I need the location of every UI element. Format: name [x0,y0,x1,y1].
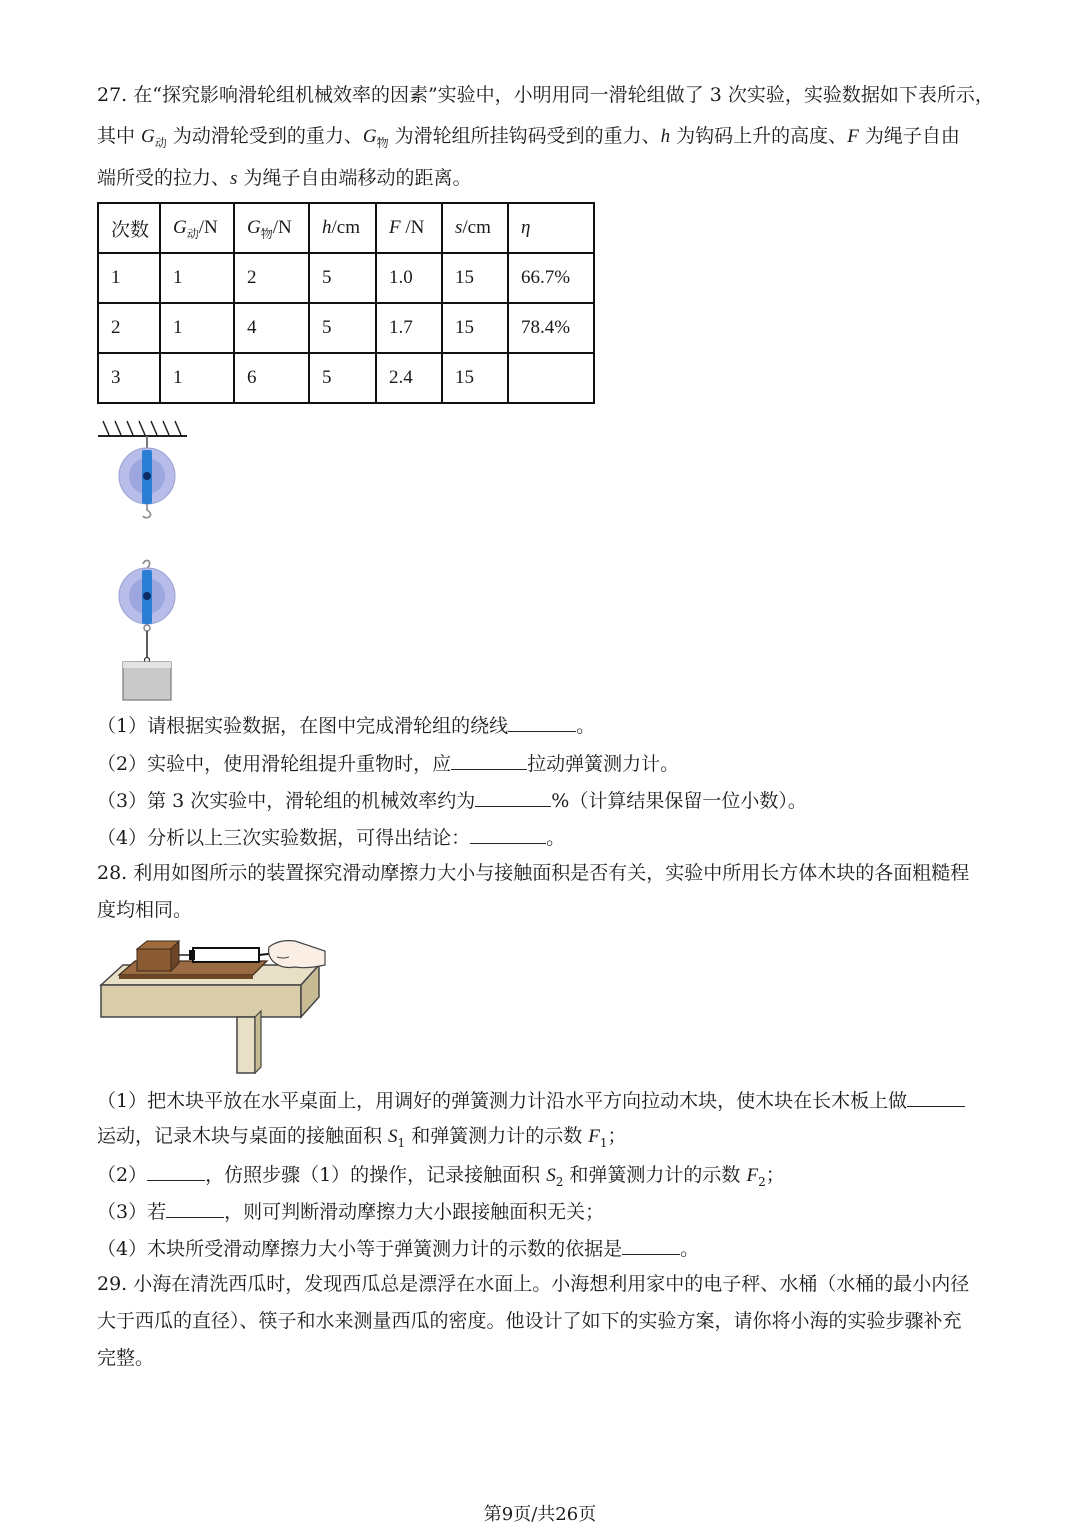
table-cell [508,353,594,403]
q29-line2: 大于西瓜的直径）、筷子和水来测量西瓜的密度。他设计了如下的实验方案，请你将小海的实验步骤补充 [97,1310,962,1332]
q27-intro2-c: 为滑轮组所挂钩码受到的重力、 [388,125,661,147]
q27-intro2-a: 其中 [97,125,142,147]
table-header-row [98,203,594,253]
s1-subscript: 1 [397,1136,406,1150]
q27-sub1-text: （1）请根据实验数据，在图中完成滑轮组的绕线 [97,715,509,737]
table [101,965,319,1073]
q28-step3 [97,1197,604,1225]
hand [269,941,325,968]
table-cell: 66.7% [508,253,594,303]
q27-intro2-e: 为绳子自由 [858,125,960,147]
f2-symbol: F [746,1165,759,1186]
s2-subscript: 2 [555,1175,564,1189]
q28-step1-text-c: 和弹簧测力计的示数 [405,1125,589,1147]
wooden-block [137,941,179,971]
q27-intro2-b: 为动滑轮受到的重力、 [166,125,363,147]
table-cell: 6 [234,353,309,403]
g-wu-symbol: G [362,126,377,147]
q27-sub2-text-b: 拉动弹簧测力计。 [527,753,680,775]
movable-pulley [119,560,175,662]
q27-intro-line2 [97,123,960,151]
f1-subscript: 1 [599,1136,608,1150]
q28-step4 [97,1234,699,1262]
q28-step2-text-d: ； [765,1164,785,1186]
q28-step1-line1 [97,1086,965,1114]
q27-intro-line3 [97,165,471,192]
table-cell: 1 [98,253,160,303]
q27-intro2-d: 为钩码上升的高度、 [670,125,848,147]
answer-blank[interactable] [147,1160,205,1181]
answer-blank[interactable] [907,1086,965,1107]
q27-sub4 [97,823,565,851]
q27-sub3-text-a: （3）第 3 次实验中，滑轮组的机械效率约为 [97,790,476,812]
table-cell: 5 [309,303,376,353]
q27-sub4-text-b: 。 [546,827,566,849]
answer-blank[interactable] [475,786,551,807]
q27-sub2 [97,749,679,777]
f-symbol: F [847,126,859,147]
q27-intro3-a: 端所受的拉力、 [97,167,231,189]
q28-step4-text-b: 。 [680,1238,700,1260]
f2-subscript: 2 [758,1175,766,1189]
header-g-wu: $G_物/N$ [234,203,309,253]
q27-sub1 [97,711,595,739]
answer-blank[interactable] [166,1197,224,1218]
header-h: h/cm [309,203,376,253]
table-cell: 78.4% [508,303,594,353]
q27-intro3-b: 为绳子自由端移动的距离。 [237,167,472,189]
table-cell: 1 [160,353,234,403]
table-cell: 2 [234,253,309,303]
g-dong-symbol: G [141,126,155,147]
table-row [98,253,594,303]
fixed-pulley [119,436,175,518]
table-cell: 2.4 [376,353,442,403]
q28-step1-text-b: 运动，记录木块与桌面的接触面积 [97,1125,389,1147]
q27-sub1-end: 。 [576,715,596,737]
g-dong-subscript: 动 [154,136,167,150]
table-row [98,353,594,403]
g-wu-subscript: 物 [376,136,389,150]
pulley-diagram [95,418,195,703]
q28-step4-text-a: （4）木块所受滑动摩擦力大小等于弹簧测力计的示数的依据是 [97,1238,623,1260]
q28-step3-text-b: ，则可判断滑动摩擦力大小跟接触面积无关； [224,1201,605,1223]
table-cell: 1.0 [376,253,442,303]
table-cell: 2 [98,303,160,353]
header-s: s/cm [442,203,508,253]
answer-blank[interactable] [470,823,546,844]
q27-sub3-text-b: %（计算结果保留一位小数）。 [551,790,807,812]
answer-blank[interactable] [451,749,527,770]
q29-line1: 29. 小海在清洗西瓜时，发现西瓜总是漂浮在水面上。小海想利用家中的电子秤、水桶（水桶的最小内径 [97,1273,970,1295]
friction-apparatus-diagram [97,935,329,1077]
s1-symbol: S [388,1126,398,1147]
s-symbol: s [230,168,238,189]
q28-step3-text-a: （3）若 [97,1201,167,1223]
hook-weight [123,662,171,700]
page-number-footer: 第9页/共26页 [483,1504,597,1525]
f1-symbol: F [588,1126,600,1147]
header-f: F /N [376,203,442,253]
q28-step1-text-a: （1）把木块平放在水平桌面上，用调好的弹簧测力计沿水平方向拉动木块，使木块在长木板上做 [97,1090,908,1112]
q28-step1-line2 [97,1123,627,1151]
table-cell: 15 [442,353,508,403]
q28-step2-text-a: （2） [97,1164,148,1186]
table-cell: 5 [309,253,376,303]
table-row [98,303,594,353]
table-cell: 3 [98,353,160,403]
header-eta: η [508,203,594,253]
h-symbol: h [660,126,671,147]
q28-step2-text-b: ，仿照步骤（1）的操作，记录接触面积 [205,1164,547,1186]
q27-sub4-text-a: （4）分析以上三次实验数据，可得出结论： [97,827,471,849]
q28-step1-text-d: ； [607,1125,627,1147]
table-cell: 1 [160,253,234,303]
answer-blank[interactable] [508,711,576,732]
experiment-table [97,202,595,404]
ceiling-mount [98,421,187,436]
spring-scale [179,948,277,962]
q27-intro-line1: 27. 在“探究影响滑轮组机械效率的因素”实验中，小明用同一滑轮组做了 3 次实验，实验数据如下表所示， [97,84,994,106]
q29-line3: 完整。 [97,1347,155,1369]
header-trial: 次数 [98,203,160,253]
header-g-dong: $G_动/N$ [160,203,234,253]
table-cell: 4 [234,303,309,353]
table-cell: 15 [442,253,508,303]
q28-intro-line2: 度均相同。 [97,899,193,921]
q28-step2-text-c: 和弹簧测力计的示数 [563,1164,747,1186]
q28-step2 [97,1160,785,1190]
q27-sub2-text-a: （2）实验中，使用滑轮组提升重物时，应 [97,753,452,775]
answer-blank[interactable] [622,1234,680,1255]
q28-intro-line1: 28. 利用如图所示的装置探究滑动摩擦力大小与接触面积是否有关，实验中所用长方体木块的各面粗糙程 [97,862,970,884]
q27-sub3 [97,786,807,814]
table-cell: 1.7 [376,303,442,353]
table-cell: 5 [309,353,376,403]
table-cell: 15 [442,303,508,353]
table-cell: 1 [160,303,234,353]
s2-symbol: S [546,1165,556,1186]
